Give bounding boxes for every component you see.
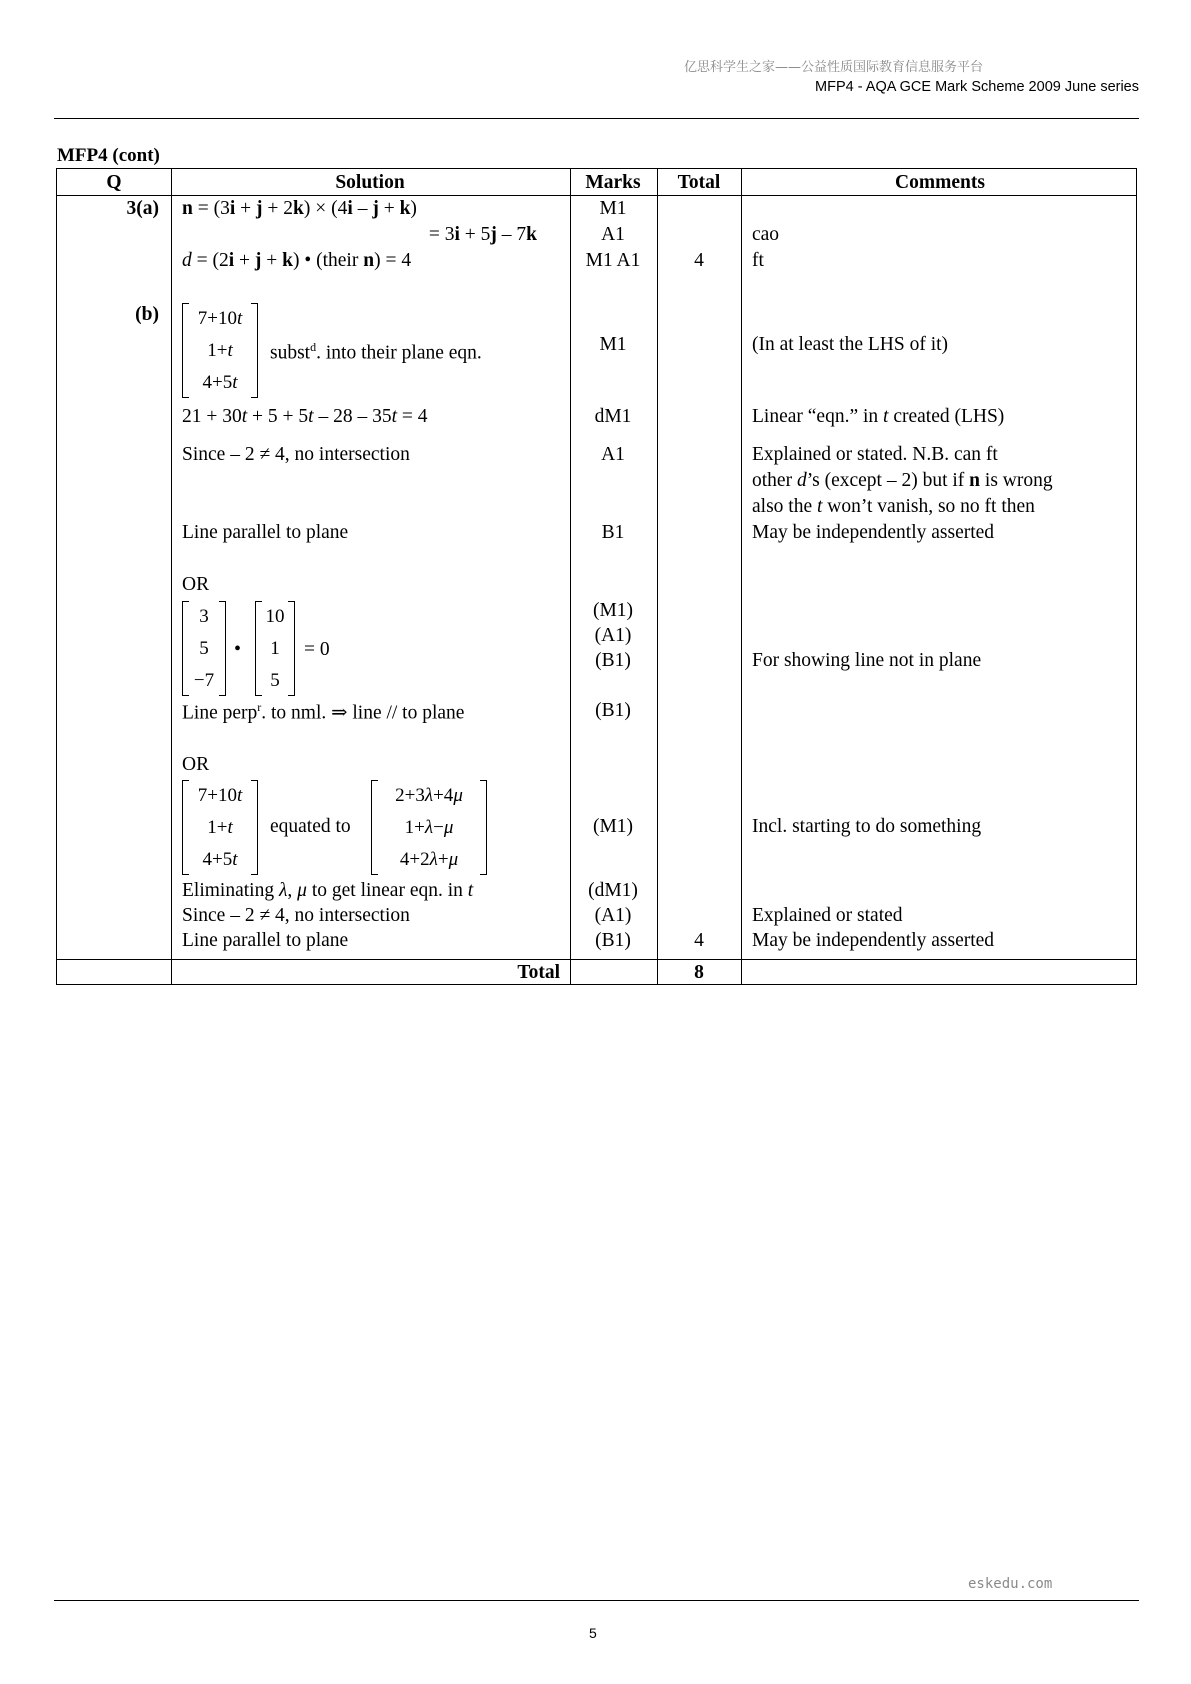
plane-position-matrix: 2+3λ+4μ 1+λ−μ 4+2λ+μ	[371, 780, 487, 875]
comment: For showing line not in plane	[752, 650, 982, 671]
mark: (dM1)	[588, 880, 638, 901]
comment: also the t won’t vanish, so no ft then	[752, 496, 1035, 517]
comment: ft	[752, 250, 764, 271]
header-row-divider	[57, 195, 1136, 196]
mark: (A1)	[594, 625, 632, 646]
total-row-divider	[57, 959, 1136, 960]
subtotal: 4	[694, 930, 704, 951]
column-divider	[570, 169, 571, 984]
mark: (B1)	[595, 700, 631, 721]
mark: A1	[601, 444, 625, 465]
mark: (B1)	[595, 650, 631, 671]
comment: (In at least the LHS of it)	[752, 334, 949, 355]
comment: Incl. starting to do something	[752, 816, 982, 837]
comment: other d’s (except – 2) but if n is wrong	[752, 470, 1053, 491]
normal-vector-matrix: 3 5 −7	[182, 601, 226, 696]
line-position-matrix: 7+10t 1+t 4+5t	[182, 303, 258, 398]
mark: dM1	[594, 406, 632, 427]
total-label: Total	[517, 962, 560, 983]
or-label: OR	[182, 574, 210, 595]
mark: (A1)	[594, 905, 632, 926]
parallel-line: Line parallel to plane	[182, 522, 349, 543]
comment: Explained or stated. N.B. can ft	[752, 444, 998, 465]
parallel-line: Line parallel to plane	[182, 930, 349, 951]
linear-equation: 21 + 30t + 5 + 5t – 28 – 35t = 4	[182, 406, 428, 427]
mark: B1	[601, 522, 625, 543]
column-divider	[741, 169, 742, 984]
header-watermark: 亿思科学生之家——公益性质国际教育信息服务平台	[683, 60, 983, 75]
mark: (M1)	[592, 816, 634, 837]
header-comments: Comments	[895, 172, 985, 193]
subst-text: subst$^d$. into their plane eqn.	[270, 340, 482, 364]
mark: (B1)	[595, 930, 631, 951]
mark: M1 A1	[585, 250, 641, 271]
part-a-d-value: d = (2i + j + k) • (their n) = 4	[182, 250, 412, 271]
or-label: OR	[182, 754, 210, 775]
header-solution: Solution	[335, 172, 405, 193]
comment: May be independently asserted	[752, 522, 995, 543]
header-marks: Marks	[585, 172, 641, 193]
header-rule	[54, 118, 1139, 119]
column-divider	[657, 169, 658, 984]
question-label-3a: 3(a)	[126, 198, 159, 219]
mark: A1	[601, 224, 625, 245]
part-a-normal-result: = 3i + 5j – 7k	[428, 224, 537, 245]
header-title: MFP4 - AQA GCE Mark Scheme 2009 June series	[815, 79, 1139, 95]
dot-operator: •	[234, 638, 242, 660]
mark-scheme-table	[56, 168, 1137, 985]
mark: (M1)	[592, 600, 634, 621]
total-value: 8	[694, 962, 704, 983]
dot-product-result: = 0	[304, 639, 330, 660]
comment: Linear “eqn.” in t created (LHS)	[752, 406, 1005, 427]
mark: M1	[599, 198, 627, 219]
footer-rule	[54, 1600, 1139, 1601]
perpendicular-line: Line perp$^r$. to nml. ⇒ line // to plane	[182, 700, 465, 724]
mark: M1	[599, 334, 627, 355]
no-intersection-line: Since – 2 ≠ 4, no intersection	[182, 444, 410, 465]
footer-watermark: eskedu.com	[968, 1576, 1053, 1592]
line-position-matrix: 7+10t 1+t 4+5t	[182, 780, 258, 875]
comment: Explained or stated	[752, 905, 903, 926]
equated-to-text: equated to	[270, 816, 351, 837]
header-total: Total	[677, 172, 721, 193]
section-title: MFP4 (cont)	[57, 145, 160, 166]
column-divider	[171, 169, 172, 984]
subtotal: 4	[694, 250, 704, 271]
direction-vector-matrix: 10 1 5	[255, 601, 295, 696]
eliminating-line: Eliminating λ, μ to get linear eqn. in t	[182, 880, 474, 901]
page-number: 5	[589, 1625, 597, 1641]
part-a-cross-product: n = (3i + j + 2k) × (4i – j + k)	[182, 198, 417, 219]
no-intersection-line: Since – 2 ≠ 4, no intersection	[182, 905, 410, 926]
header-q: Q	[106, 172, 122, 193]
comment: cao	[752, 224, 780, 245]
question-label-3b: (b)	[135, 304, 159, 325]
comment: May be independently asserted	[752, 930, 995, 951]
